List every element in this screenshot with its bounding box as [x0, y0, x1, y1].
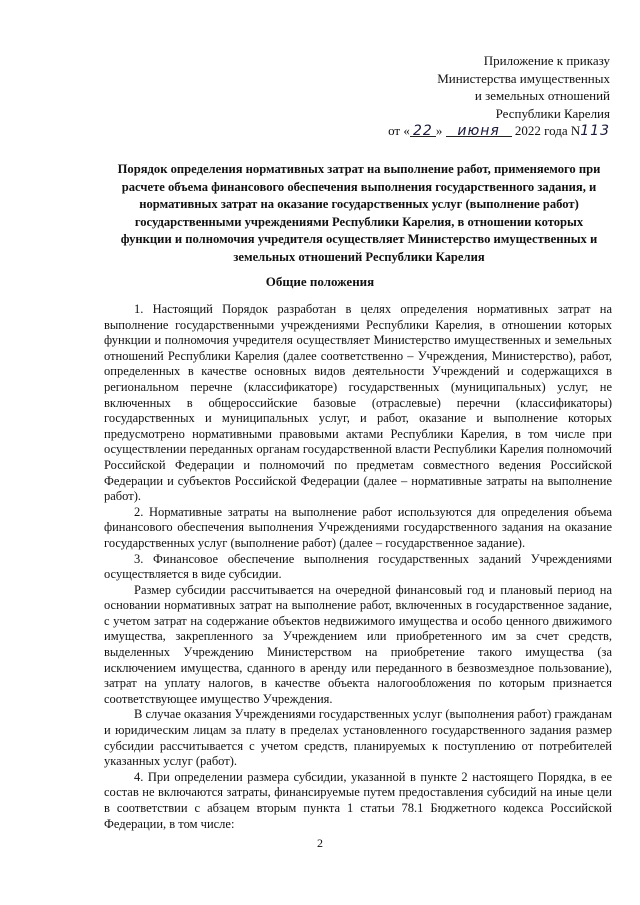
section-heading: Общие положения: [265, 274, 375, 289]
document-body: [104, 302, 612, 832]
appendix-line-2: Министерства имущественных: [437, 70, 610, 86]
document-title: [104, 161, 614, 267]
paragraph-3: 3. Финансовое обеспечение выполнения государственных заданий Учреждениями осуществляется в виде субсидии.: [104, 551, 612, 582]
title-line: государственными учреждениями Республики Карелия, в отношении которых: [134, 214, 584, 229]
appendix-line-3: и земельных отношений: [474, 88, 610, 103]
title-line: нормативных затрат на оказание государственных услуг (выполнение работ): [139, 197, 579, 212]
handwritten-number: 113: [580, 123, 610, 139]
title-line: функции и полномочия учредителя осуществляет Министерство имущественных и: [120, 232, 598, 247]
date-day-close: »: [435, 123, 443, 138]
paragraph-1: 1. Настоящий Порядок разработан в целях определения нормативных затрат на выполнение государственными учреждениями Республики Карелия, в отношении которых функции и полномочия учредителя осуществляет Министерство имущественных и земельных отношений Республики Карелия (далее соответственно – Учреждения, Министерство), работ, определенных в качестве основных видов деятельности Учреждений и содержащихся в региональном перечне (классификаторе) государственных (муниципальных) услуг, не включенных в общероссийские базовые (отраслевые) перечни (классификаторы) государственных и муниципальных услуг, и работ, оказание и выполнение которых предусмотрено нормативными правовыми актами Республики Карелия, в том числе при осуществлении переданных органам государственной власти Республики Карелия полномочий Российской Федерации и полномочий по предметам совместного ведения Российской Федерации и субъектов Российской Федерации (далее – нормативные затраты на выполнение работ).: [104, 302, 612, 504]
handwritten-day: 22: [412, 123, 433, 139]
appendix-line-1: Приложение к приказу: [483, 53, 610, 68]
paragraph-2: 2. Нормативные затраты на выполнение работ используются для определения объема финансового обеспечения выполнения Учреждениями государственного задания на оказание государственных услуг (выполнение работ) (далее – государственное задание).: [104, 504, 612, 550]
title-line: Порядок определения нормативных затрат на выполнение работ, применяемого при: [117, 162, 601, 176]
appendix-line-4: Республики Карелия: [495, 105, 610, 121]
title-line: расчете объема финансового обеспечения выполнения государственного задания, и: [121, 179, 597, 194]
paragraph-3-paid-services: В случае оказания Учреждениями государственных услуг (выполнения работ) гражданам и юридическим лицам за плату в пределах установленного государственного задания размер субсидии рассчитывается с учетом средств, планируемых к поступлению от потребителей указанных услуг (работ).: [104, 707, 612, 769]
title-line: земельных отношений Республики Карелия: [233, 249, 485, 264]
appendix-date-row: [370, 122, 610, 141]
page-number: 2: [317, 836, 323, 850]
paragraph-4: 4. При определении размера субсидии, указанной в пункте 2 настоящего Порядка, в ее состав не включаются затраты, финансируемые путем предоставления субсидий на иные цели в соответствии с абзацем вторым пункта 1 статьи 78.1 Бюджетного кодекса Российской Федерации, в том числе:: [104, 769, 612, 831]
paragraph-3-subsidy: Размер субсидии рассчитывается на очередной финансовый год и плановый период на основании нормативных затрат на выполнение работ, включенных в государственное задание, с учетом затрат на содержание объектов недвижимого имущества и особо ценного движимого имущества, закрепленного за Учреждением или приобретенного им за счет средств, выделенных Учреждению Министерством на приобретение такого имущества (за исключением имущества, сданного в аренду или переданного в безвозмездное пользование), затрат на уплату налогов, в качестве объекта налогообложения по которым признается соответствующее имущество Учреждения.: [104, 582, 612, 706]
date-year-text: 2022 года N: [514, 123, 581, 138]
appendix-block: [370, 52, 610, 141]
date-prefix: от «: [388, 123, 410, 138]
handwritten-month: июня: [457, 123, 500, 139]
